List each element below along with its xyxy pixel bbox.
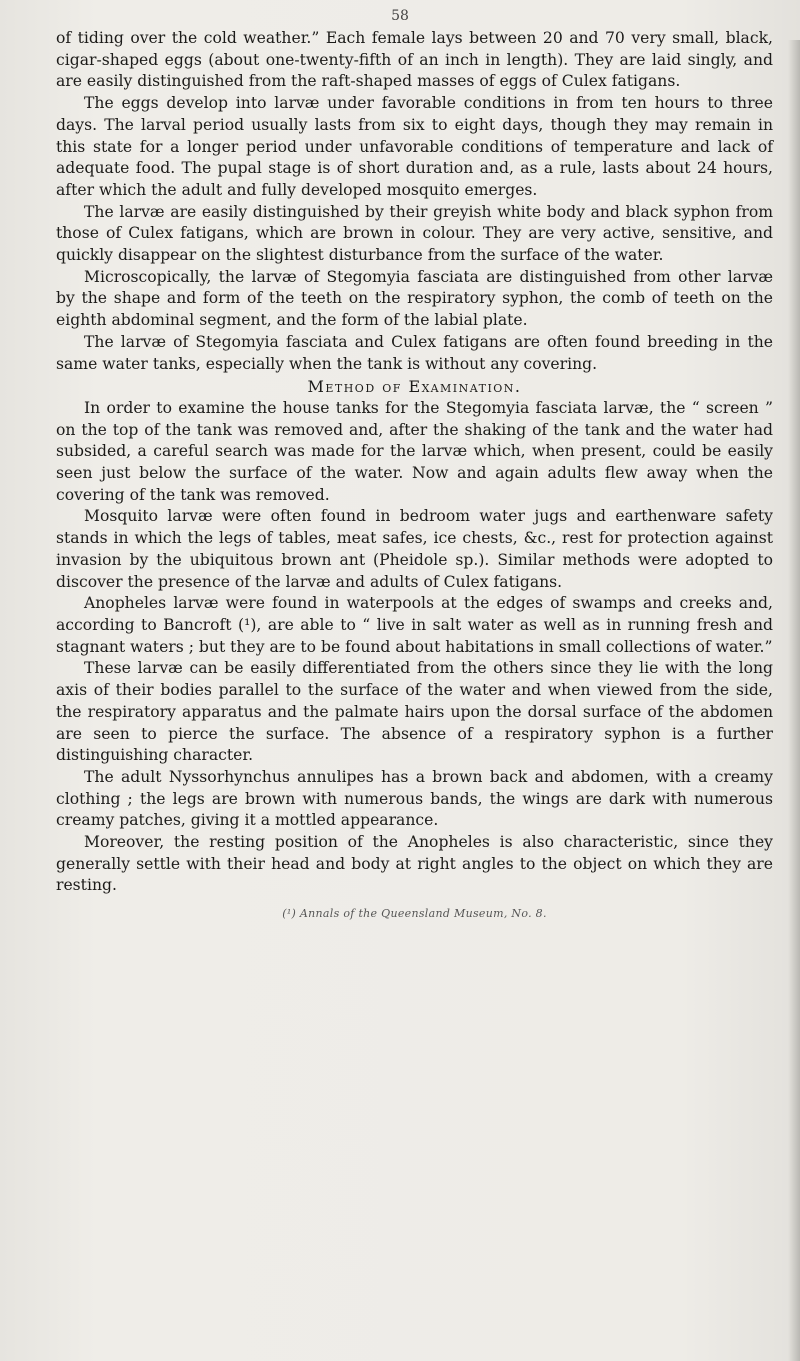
page-number: 58 (391, 8, 409, 24)
footnote: (¹) Annals of the Queensland Museum, No. 8. (282, 907, 547, 921)
paragraph: Moreover, the resting position of the Anopheles is also characteristic, since they generally settle with their head and body at right angles to the object on which they are resting. (56, 833, 773, 895)
paragraph: The adult Nyssorhynchus annulipes has a brown back and abdomen, with a creamy clothing ; the legs are brown with numerous bands, the wings are dark with numerous creamy patches, giving it a mottled appearance. (56, 767, 773, 830)
paragraph: Mosquito larvæ were often found in bedroom water jugs and earthenware safety stands in which the legs of tables, meat safes, ice chests, &c., rest for protection against invasion by the ubiquitous brown ant (Pheidole sp.). Similar methods were adopted to discover the presence of the larvæ and adults of Culex fatigans. (56, 507, 773, 591)
paragraph: These larvæ can be easily differentiated from the others since they lie with the long axis of their bodies parallel to the surface of the water and when viewed from the side, the respiratory apparatus and the palmate hairs upon the dorsal surface of the abdomen are seen to pierce the surface. The absence of a respiratory syphon is a further distinguishing character. (56, 659, 773, 765)
paragraph: The larvæ of Stegomyia fasciata and Culex fatigans are often found breeding in the same water tanks, especially when the tank is without any covering. (56, 332, 773, 373)
paragraph: The larvæ are easily distinguished by their greyish white body and black syphon from those of Culex fatigans, which are brown in colour. They are very active, sensitive, and quickly disappear on the slightest disturbance from the surface of the water. (56, 202, 773, 265)
page-edge-shadow (788, 40, 800, 1361)
paragraph: In order to examine the house tanks for the Stegomyia fasciata larvæ, the “ screen ” on the top of the tank was removed and, after the shaking of the tank and the water had subsided, a careful search was made for the larvæ which, when present, could be easily seen just below the surface of the water. Now and again adults flew away when the covering of the tank was removed. (56, 398, 773, 504)
body-text (56, 28, 773, 925)
paragraph: Anopheles larvæ were found in waterpools at the edges of swamps and creeks and, according to Bancroft (¹), are able to “ live in salt water as well as in running fresh and stagnant waters ; but they are to be found about habitations in small collections of water.” (56, 594, 773, 656)
paragraph: The eggs develop into larvæ under favorable conditions in from ten hours to three days. The larval period usually lasts from six to eight days, though they may remain in this state for a longer period under unfavorable conditions of temperature and lack of adequate food. The pupal stage is of short duration and, as a rule, lasts about 24 hours, after which the adult and fully developed mosquito emerges. (56, 94, 773, 199)
section-heading: Method of Examination. (307, 377, 522, 397)
paragraph: of tiding over the cold weather.” Each female lays between 20 and 70 very small, black, cigar-shaped eggs (about one-twenty-fifth of an inch in length). They are laid singly, and are easily distinguished from the raft-shaped masses of eggs of Culex fatigans. (56, 29, 773, 91)
paragraph: Microscopically, the larvæ of Stegomyia fasciata are distinguished from other larvæ by the shape and form of the teeth on the respiratory syphon, the comb of teeth on the eighth abdominal segment, and the form of the labial plate. (56, 267, 773, 330)
